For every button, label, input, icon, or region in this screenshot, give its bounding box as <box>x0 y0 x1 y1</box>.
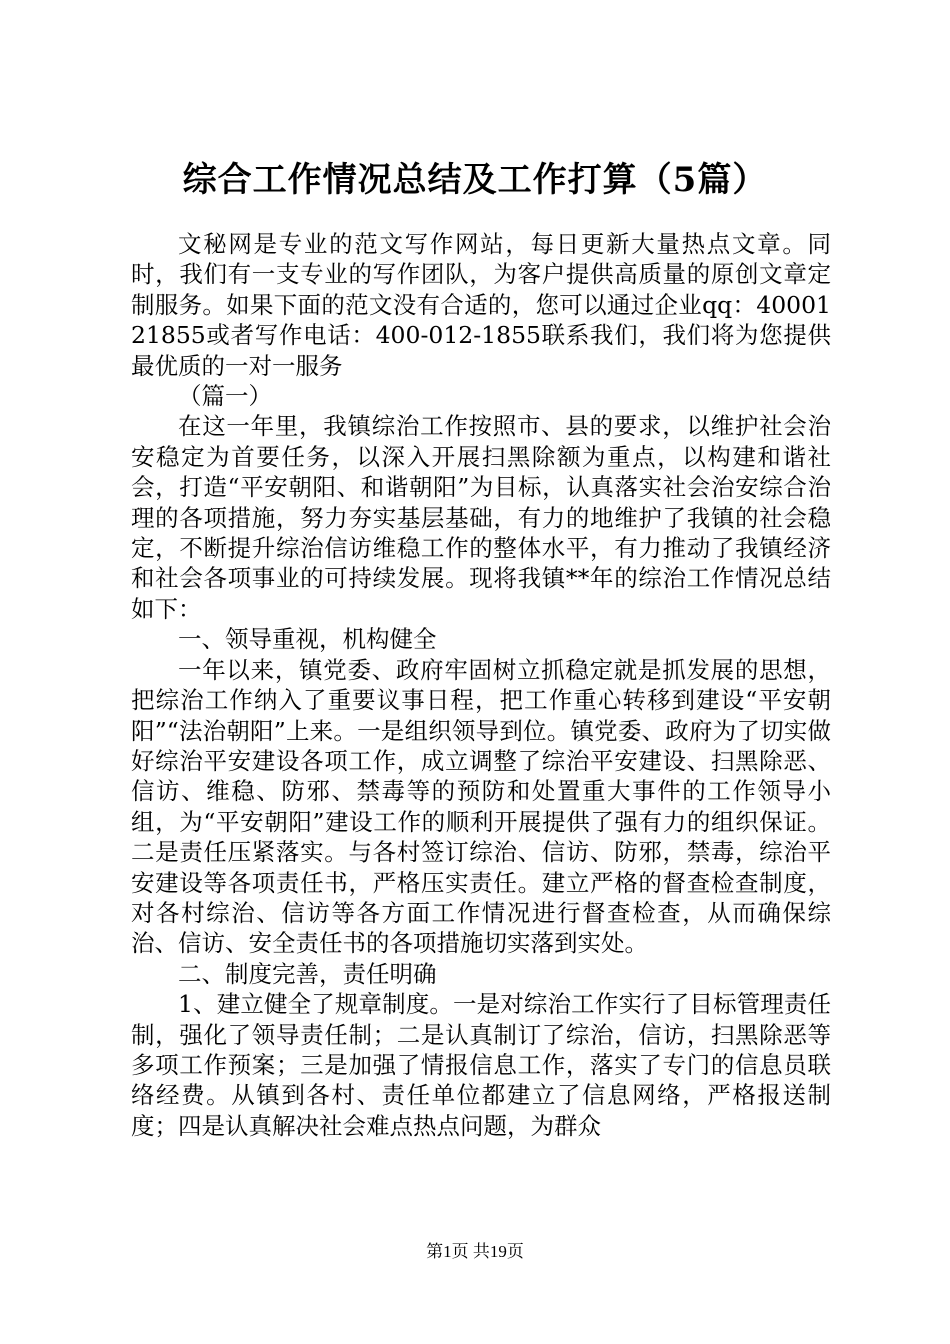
leadership-paragraph: 一年以来，镇党委、政府牢固树立抓稳定就是抓发展的思想，把综治工作纳入了重要议事日程，把工作重心转移到建设“平安朝阳”“法治朝阳”上来。一是组织领导到位。镇党委、政府为了切实做好综治平安建设各项工作，成立调整了综治平安建设、扫黑除恶、信访、维稳、防邪、禁毒等的预防和处置重大事件的工作领导小组，为“平安朝阳”建设工作的顺利开展提供了强有力的组织保证。二是责任压紧落实。与各村签订综治、信访、防邪，禁毒，综治平安建设等各项责任书，严格压实责任。建立严格的督查检查制度，对各村综治、信访等各方面工作情况进行督查检查，从而确保综治、信访、安全责任书的各项措施切实落到实处。 <box>131 655 831 958</box>
intro-paragraph: 文秘网是专业的范文写作网站，每日更新大量热点文章。同时，我们有一支专业的写作团队，为客户提供高质量的原创文章定制服务。如果下面的范文没有合适的，您可以通过企业qq：4000121855或者写作电话：400-012-1855联系我们，我们将为您提供最优质的一对一服务 <box>131 230 831 380</box>
summary-paragraph: 在这一年里，我镇综治工作按照市、县的要求，以维护社会治安稳定为首要任务，以深入开展扫黑除额为重点，以构建和谐社会，打造“平安朝阳、和谐朝阳”为目标，认真落实社会治安综合治理的各项措施，努力夯实基层基础，有力的地维护了我镇的社会稳定，不断提升综治信访维稳工作的整体水平，有力推动了我镇经济和社会各项事业的可持续发展。现将我镇**年的综治工作情况总结如下： <box>131 412 831 623</box>
section-heading-two: 二、制度完善，责任明确 <box>178 959 437 988</box>
document-title: 综合工作情况总结及工作打算（5篇） <box>182 160 768 200</box>
rules-paragraph: 1、建立健全了规章制度。一是对综治工作实行了目标管理责任制，强化了领导责任制；二是认真制订了综治，信访，扫黑除恶等多项工作预案；三是加强了情报信息工作，落实了专门的信息员联络经费。从镇到各村、责任单位都建立了信息网络，严格报送制度；四是认真解决社会难点热点问题，为群众 <box>131 990 831 1140</box>
section-heading-one: 一、领导重视，机构健全 <box>178 625 437 654</box>
section-label-part-one: （篇一） <box>178 382 272 411</box>
document-body <box>131 229 831 1141</box>
page-number-footer: 第1页 共19页 <box>426 1242 524 1261</box>
